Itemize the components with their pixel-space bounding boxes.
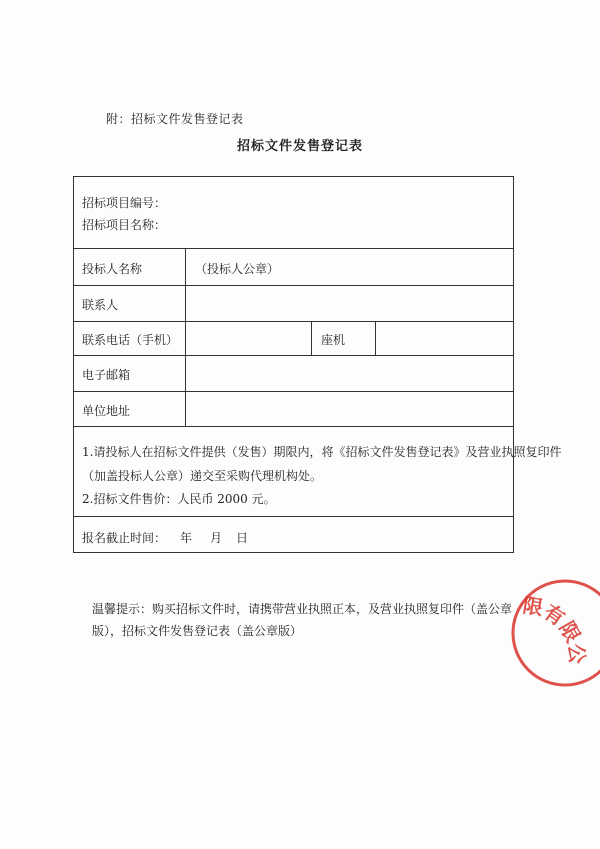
svg-text:限有限公 bbox=[521, 593, 589, 666]
warm-tip: 温馨提示：购买招标文件时，请携带营业执照正本，及营业执照复印件（盖公章版），招标文件发售登记表（盖公章版） bbox=[92, 602, 513, 638]
email-label: 电子邮箱 bbox=[82, 368, 131, 382]
row-divider bbox=[74, 355, 513, 356]
row-divider bbox=[74, 391, 513, 392]
landline-label: 座机 bbox=[321, 333, 346, 347]
project-name-label: 招标项目名称： bbox=[82, 218, 167, 232]
row-divider bbox=[74, 516, 513, 517]
row-divider bbox=[74, 426, 513, 427]
deadline-day: 日 bbox=[236, 531, 249, 545]
row-divider bbox=[74, 248, 513, 249]
phone-label: 联系电话（手机） bbox=[82, 333, 179, 347]
document-title: 招标文件发售登记表 bbox=[236, 139, 363, 154]
bidder-name-label: 投标人名称 bbox=[82, 262, 143, 276]
contact-label: 联系人 bbox=[82, 298, 119, 312]
note-line-2: （加盖投标人公章）递交至采购代理机构处。 bbox=[82, 469, 323, 483]
seal-text: 限有限公 bbox=[521, 592, 590, 665]
address-label: 单位地址 bbox=[82, 404, 131, 418]
column-divider bbox=[185, 248, 186, 426]
deadline-label: 报名截止时间： bbox=[82, 531, 167, 545]
registration-form bbox=[73, 176, 562, 553]
column-divider bbox=[375, 321, 376, 355]
attachment-line: 附：招标文件发售登记表 bbox=[106, 112, 244, 126]
bidder-seal-hint: （投标人公章） bbox=[195, 262, 280, 276]
deadline-year: 年 bbox=[180, 531, 193, 545]
deadline-month: 月 bbox=[210, 531, 223, 545]
note-line-1: 1.请投标人在招标文件提供（发售）期限内，将《招标文件发售登记表》及营业执照复印件 bbox=[82, 445, 562, 459]
row-divider bbox=[74, 321, 513, 322]
company-seal bbox=[495, 568, 600, 698]
note-line-3: 2.招标文件售价：人民币 2000 元。 bbox=[82, 492, 276, 506]
column-divider bbox=[311, 321, 312, 355]
row-divider bbox=[74, 285, 513, 286]
project-number-label: 招标项目编号： bbox=[82, 196, 167, 210]
